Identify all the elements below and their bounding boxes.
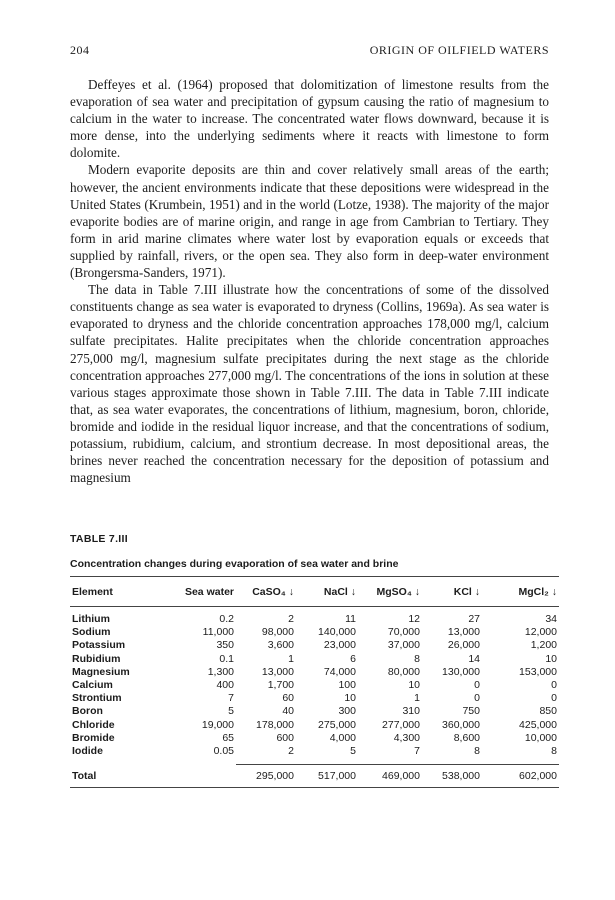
concentration-cell: 80,000 [387,665,420,678]
concentration-cell: 12,000 [524,626,557,639]
column-header-label: Element [72,585,113,598]
concentration-cell: 3,600 [267,639,294,652]
page-header [70,43,549,61]
table-row [70,613,559,626]
column-header [236,577,296,607]
total-cell: 295,000 [236,765,296,788]
concentration-cell: 0.05 [213,745,234,758]
table-label: TABLE 7.III [70,533,128,545]
concentration-cell: 1 [414,692,420,705]
table-row [70,653,559,666]
table-row [70,692,559,705]
concentration-cell: 60 [282,692,294,705]
concentration-cell: 10 [545,652,557,665]
concentration-cell: 8,600 [453,731,480,744]
concentration-cell: 140,000 [318,626,356,639]
concentration-cell: 153,000 [519,665,557,678]
column-header [296,577,358,607]
column-header [422,577,482,607]
concentration-cell: 27 [468,613,480,625]
concentration-cell: 12 [408,613,420,625]
concentration-cell: 14 [468,652,480,665]
column-header [482,577,559,607]
concentration-cell: 178,000 [256,718,294,731]
element-name: Chloride [72,718,115,731]
table-row [70,679,559,692]
column-header [170,577,236,607]
precipitation-arrow-icon: ↓ [414,585,420,598]
element-name: Iodide [72,745,103,758]
concentration-cell: 600 [276,731,294,744]
concentration-cell: 0 [551,679,557,692]
concentration-cell: 0 [474,679,480,692]
total-row [70,765,559,788]
element-name: Sodium [72,626,111,639]
running-title: ORIGIN OF OILFIELD WATERS [369,43,549,57]
element-name: Calcium [72,679,113,692]
concentration-cell: 8 [551,745,557,758]
page-number: 204 [70,43,90,57]
concentration-cell: 11,000 [202,626,234,639]
concentration-cell: 277,000 [382,718,420,731]
precipitation-arrow-icon: ↓ [350,585,356,598]
total-cell: 538,000 [422,765,482,788]
concentration-cell: 34 [545,613,557,625]
total-label: Total [70,765,170,788]
table-caption: Concentration changes during evaporation of sea water and brine [70,558,399,570]
element-name: Potassium [72,639,126,652]
concentration-cell: 0 [551,692,557,705]
column-header-label: MgCl₂ [518,585,549,598]
concentration-cell: 10 [344,692,356,705]
total-cell: 517,000 [296,765,358,788]
element-name: Magnesium [72,665,130,678]
concentration-cell: 70,000 [387,626,420,639]
table-row [70,639,559,652]
concentration-cell: 23,000 [323,639,356,652]
paragraph-3: The data in Table 7.III illustrate how the concentrations of some of the dissolved constituents change as sea water is evaporated to dryness (Collins, 1969a). As sea water is evaporated to dryness and the chloride concentration approaches 178,000 mg/l, calcium sulfate precipitates. Halite precipitates when the chloride concentration approaches 275,000 mg/l, magnesium sulfate precipitates during the next stage as the chloride concentration approaches 277,000 mg/l. The concentrations of the ions in solution at these various stages approximate those shown in Table 7.III. The data in Table 7.III indicate that, as sea water evaporates, the concentrations of lithium, magnesium, boron, chloride, bromide and iodide in the residual liquor increase, and that the concentrations of sodium, potassium, rubidium, calcium, and strontium decrease. In most depositional areas, the brines never reached the concentration necessary for the deposition of potassium and magnesium [70,282,549,486]
column-header-label: KCl [453,585,472,598]
element-name: Strontium [72,692,122,705]
concentration-cell: 275,000 [318,718,356,731]
concentration-cell: 37,000 [387,639,420,652]
column-header [70,577,170,607]
concentration-cell: 0 [474,692,480,705]
concentration-cell: 1,200 [530,639,557,652]
concentration-cell: 1,700 [267,679,294,692]
element-name: Rubidium [72,652,121,665]
concentration-cell: 74,000 [323,665,356,678]
concentration-cell: 7 [228,692,234,705]
element-name: Boron [72,705,103,718]
element-name: Bromide [72,731,115,744]
table-body [70,607,559,788]
concentration-cell: 310 [402,705,420,718]
total-cell: 469,000 [358,765,422,788]
concentration-cell: 98,000 [261,626,294,639]
concentration-cell: 11 [345,613,356,625]
table-row [70,719,559,732]
element-name: Lithium [72,613,110,625]
body-text [70,76,549,486]
concentration-cell: 10,000 [524,731,557,744]
concentration-cell: 1 [288,652,294,665]
concentration-cell: 6 [350,652,356,665]
concentration-cell: 8 [414,652,420,665]
concentration-cell: 4,000 [329,731,356,744]
column-header [358,577,422,607]
column-header-label: CaSO₄ [252,585,286,598]
table-row [70,732,559,745]
concentration-cell: 850 [539,705,557,718]
precipitation-arrow-icon: ↓ [288,585,294,598]
concentration-cell: 26,000 [447,639,480,652]
table-header-row [70,577,559,607]
concentration-cell: 8 [474,745,480,758]
concentration-cell: 13,000 [261,665,294,678]
table-row [70,626,559,639]
concentration-cell: 2 [288,613,294,625]
concentration-cell: 425,000 [519,718,557,731]
concentration-cell: 100 [338,679,356,692]
paragraph-1: Deffeyes et al. (1964) proposed that dolomitization of limestone results from the evaporation of sea water and precipitation of gypsum causing the ratio of magnesium to calcium in the water to increase. The concentrated water flows downward, because it is more dense, into the underlying sediments where it reacts with limestone to form dolomite. [70,77,549,161]
table-row [70,666,559,679]
concentration-cell: 300 [338,705,356,718]
total-cell: 602,000 [482,765,559,788]
concentration-cell: 65 [222,731,234,744]
precipitation-arrow-icon: ↓ [551,585,557,598]
concentration-cell: 0.1 [219,652,234,665]
concentration-cell: 0.2 [219,613,234,625]
concentration-cell: 350 [216,639,234,652]
concentration-cell: 7 [414,745,420,758]
concentration-cell: 40 [282,705,294,718]
concentration-cell: 2 [288,745,294,758]
concentration-cell: 750 [462,705,480,718]
concentration-cell: 130,000 [442,665,480,678]
total-cell [170,765,236,788]
table-row [70,745,559,758]
concentration-cell: 5 [350,745,356,758]
concentration-cell: 4,300 [393,731,420,744]
concentration-cell: 360,000 [442,718,480,731]
column-header-label: NaCl [323,585,348,598]
concentration-cell: 400 [216,679,234,692]
concentration-cell: 5 [228,705,234,718]
precipitation-arrow-icon: ↓ [474,585,480,598]
concentration-table [70,576,559,788]
paragraph-2: Modern evaporite deposits are thin and cover relatively small areas of the earth; however, the ancient environments indicate that these depositions were widespread in the United States (Krumbein, 1951) and in the world (Lotze, 1938). The majority of the major evaporite bodies are of marine origin, and range in age from Cambrian to Tertiary. They form in arid marine climates where water lost by evaporation equals or exceeds that supplied by rainfall, rivers, or the open sea. They also form in deep-water environment (Brongersma-Sanders, 1971). [70,162,549,281]
table-row [70,705,559,718]
concentration-cell: 1,300 [207,665,234,678]
concentration-cell: 10 [408,679,420,692]
column-header-label: Sea water [184,585,234,598]
concentration-cell: 13,000 [447,626,480,639]
column-header-label: MgSO₄ [376,585,412,598]
concentration-cell: 19,000 [201,718,234,731]
